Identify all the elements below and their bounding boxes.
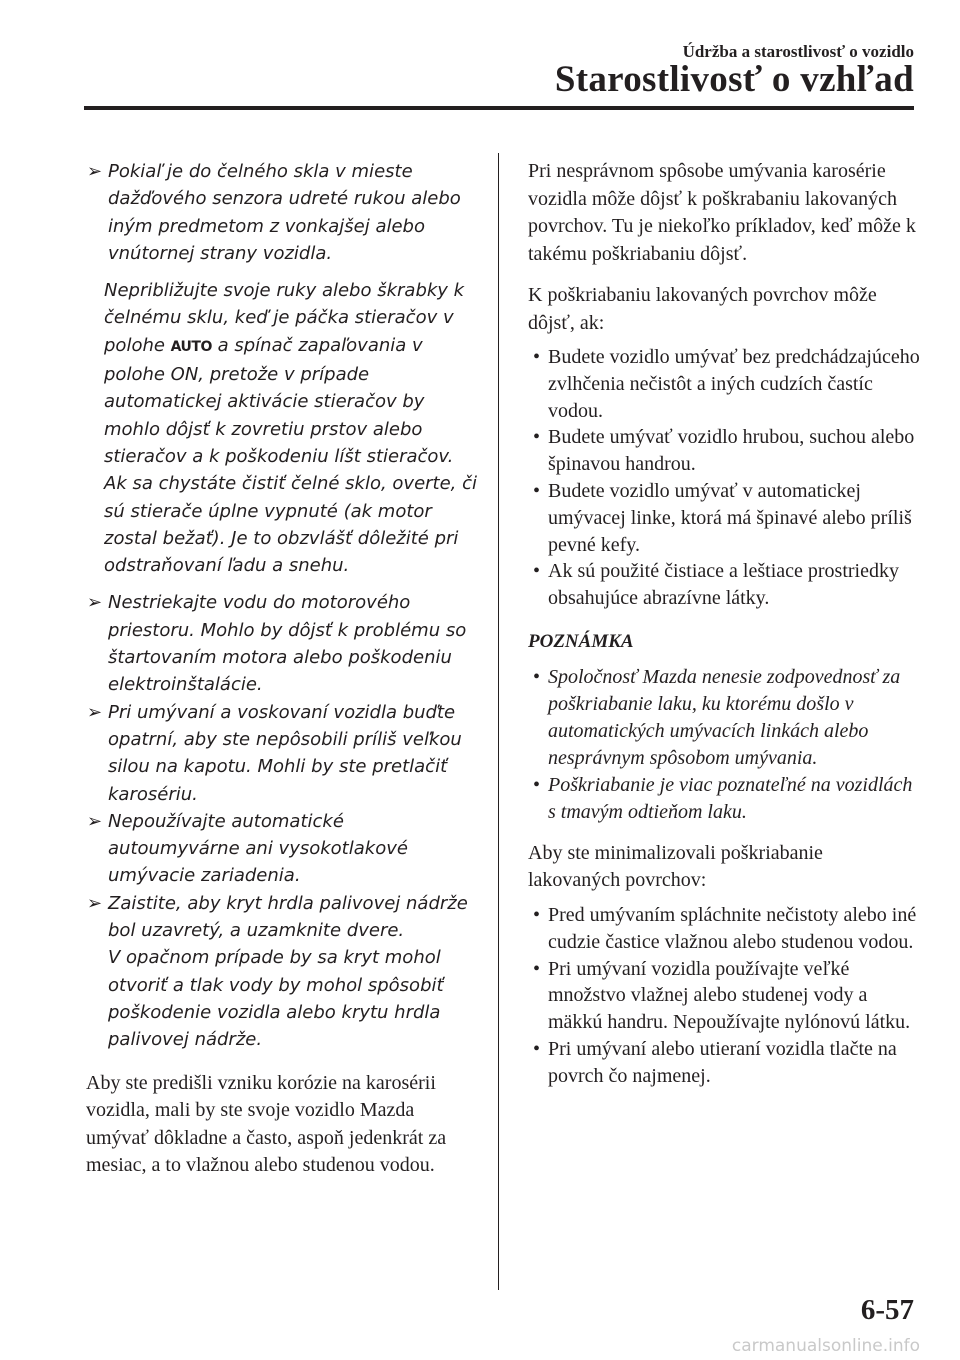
list-item-text: Budete umývať vozidlo hrubou, suchou alebo špinavou handrou. (548, 426, 915, 476)
watermark: carmanualsonline.info (731, 1336, 920, 1356)
list-item (528, 902, 920, 956)
causes-intro: K poškriabaniu lakovaných povrchov môže dôjsť, ak: (528, 284, 877, 334)
note-text: Spoločnosť Mazda nenesie zodpovednosť za poškriabanie laku, ku ktorému došlo v automatických umývacích linkách alebo nesprávnym spôsobom umývania. (548, 665, 901, 769)
bullet-icon: • (533, 479, 541, 502)
warning-item (86, 890, 478, 945)
list-item (528, 1036, 920, 1090)
section-title: Údržba a starostlivosť o vozidlo (682, 42, 914, 61)
arrow-bullet-icon: ➢ (87, 892, 103, 914)
warning-continuation (86, 944, 478, 1053)
list-item-text: Ak sú použité čistiace a leštiace prostriedky obsahujúce abrazívne látky. (548, 560, 899, 610)
bullet-icon: • (533, 1037, 541, 1060)
list-item (528, 344, 920, 424)
intro-paragraph: Pri nesprávnom spôsobe umývania karosérie vozidla môže dôjsť k poškrabaniu lakovaných povrchov. Tu je niekoľko príkladov, keď môže k takému poškriabaniu dôjsť. (528, 160, 916, 265)
warning-text: Pokiaľ je do čelného skla v mieste dažďového senzora udreté rukou alebo iným predmetom z vonkajšej alebo vnútornej strany vozidla. (108, 161, 461, 264)
note-item (528, 664, 920, 772)
list-item-text: Budete vozidlo umývať bez predchádzajúceho zvlhčenia nečistôt a iných cudzích častíc vodou. (548, 346, 920, 422)
arrow-bullet-icon: ➢ (87, 701, 103, 723)
note-item (528, 772, 920, 826)
warning-paragraph (86, 277, 478, 579)
warning-text: Nepoužívajte automatické autoumyvárne ani vysokotlakové umývacie zariadenia. (108, 810, 408, 887)
warning-paragraph-text: a spínač zapaľovania v polohe ON, pretože v prípade automatickej aktivácie stieračov by mohlo dôjsť k zovretiu prstov alebo stieračov a k poškodeniu líšt stieračov. Ak sa chystáte čistiť čelné sklo, overte, či sú stierače úplne vypnuté (ak motor zostal bežať). Je to obzvlášť dôležité pri odstraňovaní ľadu a snehu. (104, 334, 478, 577)
warning-paragraph-text: Nepribližujte svoje ruky alebo škrabky k čelnému sklu, keď je páčka stieračov v polohe (104, 280, 465, 356)
list-item-text: Pri umývaní alebo utieraní vozidla tlačte na povrch čo najmenej. (548, 1037, 897, 1087)
note-heading: POZNÁMKA (528, 630, 634, 652)
warning-text: Nestriekajte vodu do motorového priestoru. Mohlo by dôjsť k problému so štartovaním motora alebo poškodeniu elektroinštalácie. (108, 592, 467, 696)
list-item-text: Budete vozidlo umývať v automatickej umývacej linke, ktorá má špinavé alebo príliš pevné kefy. (548, 479, 912, 556)
bullet-icon: • (533, 903, 541, 926)
warning-block (86, 158, 478, 1054)
list-item (528, 478, 920, 558)
warning-text: Pri umývaní a voskovaní vozidla buďte opatrní, aby ste nepôsobili príliš veľkou silou na kapotu. Mohli by ste pretlačiť karosériu. (108, 701, 462, 805)
tips-list (528, 902, 920, 1090)
warning-item (86, 589, 478, 698)
warning-item (86, 158, 478, 267)
warning-text: V opačnom prípade by sa kryt mohol otvoriť a tlak vody by mohol spôsobiť poškodenie vozidla alebo krytu hrdla palivovej nádrže. (108, 947, 444, 1051)
arrow-bullet-icon: ➢ (87, 810, 103, 832)
causes-list (528, 344, 920, 612)
page-number: 6-57 (860, 1294, 914, 1326)
bullet-icon: • (533, 773, 541, 796)
column-divider (498, 153, 499, 1290)
bullet-icon: • (533, 957, 541, 980)
warning-text: Zaistite, aby kryt hrdla palivovej nádrže bol uzavretý, a uzamknite dvere. (108, 892, 468, 942)
minimize-intro: Aby ste minimalizovali poškriabanie lakovaných povrchov: (528, 841, 823, 892)
left-column (86, 158, 478, 1180)
bullet-icon: • (533, 560, 541, 583)
warning-item (86, 699, 478, 808)
corrosion-paragraph: Aby ste predišli vzniku korózie na karosérii vozidla, mali by ste svoje vozidlo Mazda umývať dôkladne a často, aspoň jedenkrát za mesiac, a to vlažnou alebo studenou vodou. (86, 1071, 447, 1176)
note-text: Poškriabanie je viac poznateľné na vozidlách s tmavým odtieňom laku. (548, 773, 913, 823)
warning-item (86, 808, 478, 890)
header-rule (84, 106, 914, 110)
list-item (528, 424, 920, 478)
list-item (528, 558, 920, 612)
right-column (528, 158, 920, 1090)
list-item-text: Pri umývaní vozidla používajte veľké množstvo vlažnej alebo studenej vody a mäkkú handru. Nepoužívajte nylónovú látku. (548, 957, 911, 1034)
list-item (528, 956, 920, 1036)
list-item-text: Pred umývaním spláchnite nečistoty alebo iné cudzie častice vlažnou alebo studenou vodou. (548, 903, 917, 953)
auto-badge-icon: AUTO (170, 338, 212, 355)
arrow-bullet-icon: ➢ (87, 592, 103, 614)
page-title: Starostlivosť o vzhľad (554, 59, 914, 100)
bullet-icon: • (533, 665, 541, 688)
notes-list (528, 664, 920, 826)
arrow-bullet-icon: ➢ (87, 161, 103, 182)
bullet-icon: • (533, 426, 541, 449)
bullet-icon: • (533, 346, 541, 368)
